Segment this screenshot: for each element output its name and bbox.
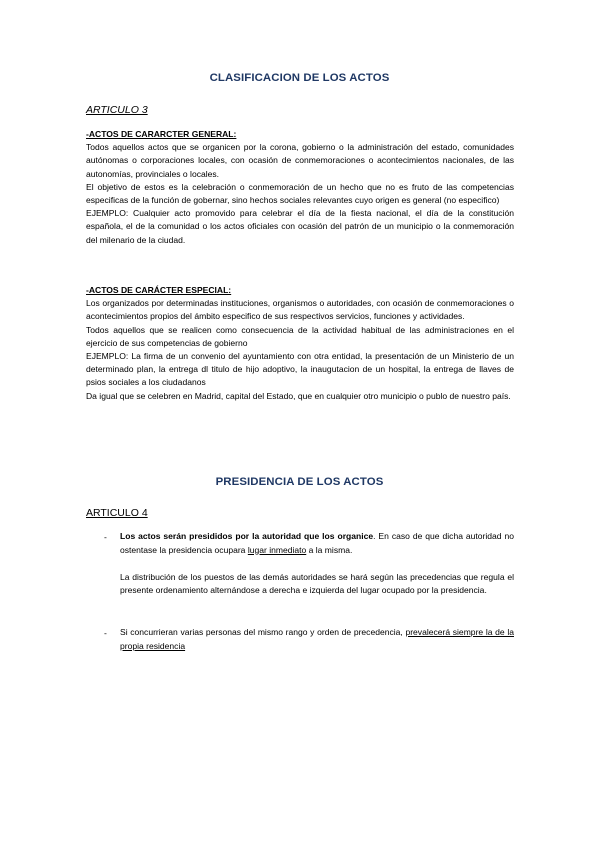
bullet-2-text: Si concurrieran varias personas del mismo rango y orden de precedencia, xyxy=(120,627,406,637)
bullet-1-text-b: a la misma. xyxy=(306,544,353,555)
special-acts-paragraph-2: Todos aquellos que se realicen como consecuencia de la actividad habitual de las administraciones en el ejercicio de sus competencias de gobierno xyxy=(86,324,514,348)
general-acts-subtitle: -ACTOS DE CARARCTER GENERAL: xyxy=(86,129,237,139)
section-title-clasificacion: CLASIFICACION DE LOS ACTOS xyxy=(209,72,390,84)
special-acts-block xyxy=(86,284,514,403)
special-acts-subtitle: -ACTOS DE CARÁCTER ESPECIAL: xyxy=(86,285,232,295)
special-acts-paragraph-4: Da igual que se celebren en Madrid, capital del Estado, que en cualquier otro municipio o publo de nuestro país. xyxy=(86,390,511,401)
article-4-label: ARTICULO 4 xyxy=(86,507,148,519)
general-acts-paragraph-1: Todos aquellos actos que se organicen por la corona, gobierno o la administración del estado, comunidades autónomas o corporaciones locales, con ocasión de conmemoraciones o acontecimientos nacionales, de las autonomías, provinciales o locales. xyxy=(86,142,514,179)
special-acts-example: EJEMPLO: La firma de un convenio del ayuntamiento con otra entidad, la presentación de un Ministerio de un determinado plan, la entrega dl titulo de hijo adoptivo, la inaugutacion de un hospital, la entrega de llaves de psios sociales a los ciudadanos xyxy=(86,351,514,388)
section-title-presidencia: PRESIDENCIA DE LOS ACTOS xyxy=(215,476,384,488)
bullet-dash-1: - xyxy=(104,532,107,542)
general-acts-block xyxy=(86,128,514,247)
bullet-1-text-a: . En caso de que dicha autoridad no ostentase la presidencia ocupara xyxy=(120,531,514,555)
bullet-1-bold-text: Los actos serán presididos por la autoridad que los organice xyxy=(120,531,374,541)
general-acts-paragraph-2: El objetivo de estos es la celebración o conmemoración de un hecho que no es fruto de las competencias especificas de la función de gobernar, sino hechos sociales relevantes cuyo origen es general (no especifico) xyxy=(86,181,514,206)
bullet-1-paragraph-2: La distribución de los puestos de las demás autoridades se hará según las precedencias que regula el presente ordenamiento alternándose a derecha e izquierda del lugar ocupado por la presidencia. xyxy=(120,571,514,596)
general-acts-example: EJEMPLO: Cualquier acto promovido para celebrar el día de la fiesta nacional, el día de la constitución española, el de la comunidad o los actos oficiales con ocasión del patrón de un municipio o la conmemoración del milenario de la ciudad. xyxy=(86,208,514,245)
bullet-item-2 xyxy=(120,626,514,653)
bullet-1-underlined-text: lugar inmediato xyxy=(247,544,307,555)
article-3-label: ARTICULO 3 xyxy=(86,104,148,116)
bullet-2-underlined-text: prevalecerá siempre la de la propia residencia xyxy=(120,627,514,651)
bullet-dash-2: - xyxy=(104,628,107,638)
special-acts-paragraph-1: Los organizados por determinadas instituciones, organismos o autoridades, con ocasión de conmemoraciones o acontecimientos propios del ámbito especifico de sus respectivos servicios, funciones y actividades. xyxy=(86,298,514,322)
bullet-item-1 xyxy=(120,530,514,598)
